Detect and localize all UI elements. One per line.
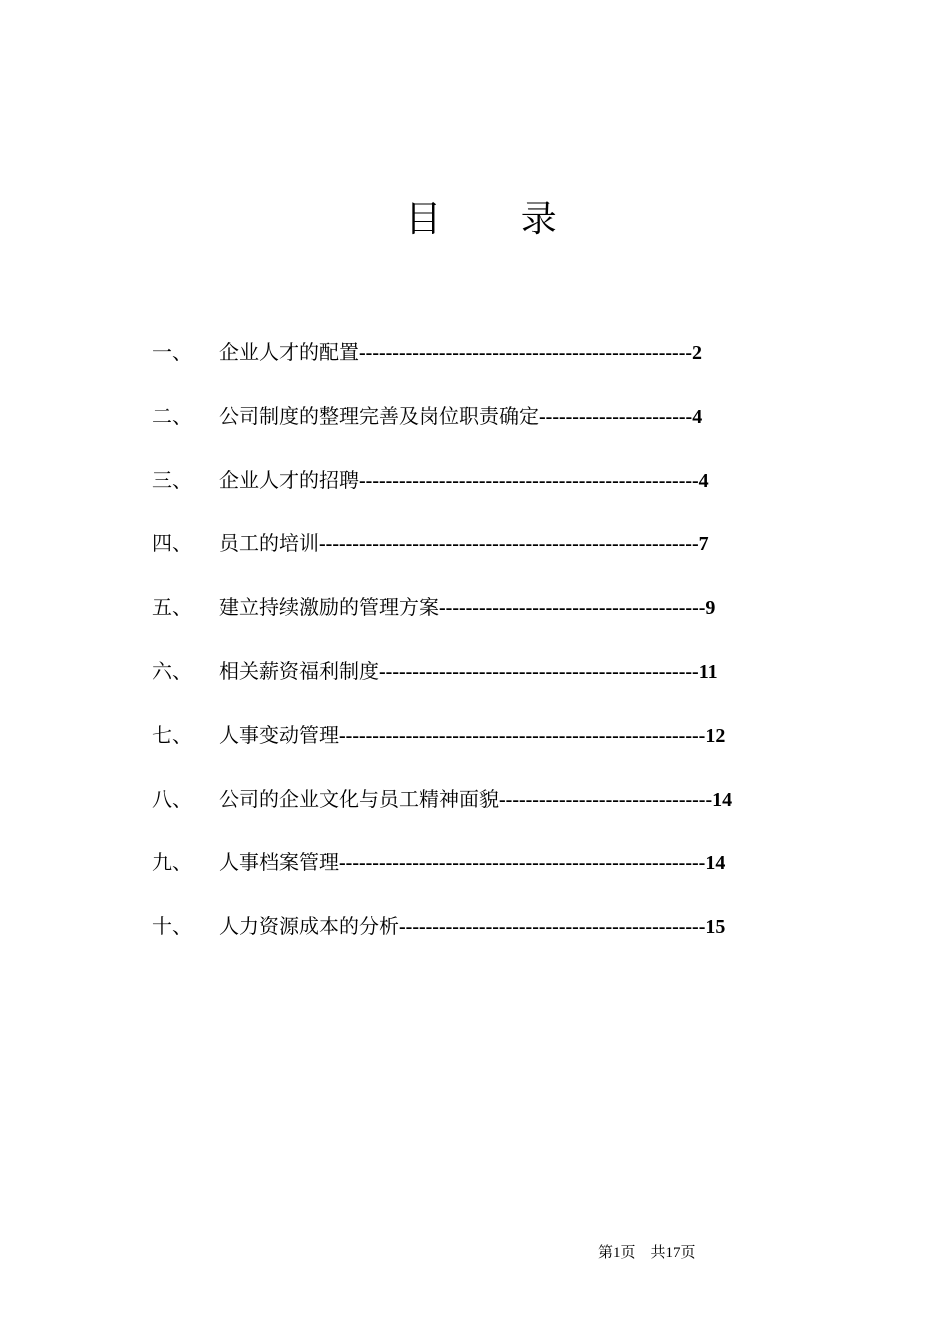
toc-entry-title: 相关薪资福利制度 [219,658,379,683]
toc-entry-leader: ----------------------- [539,405,693,428]
toc-entry[interactable] [152,458,852,522]
toc-entry-number: 五、 [152,595,192,620]
toc-entry[interactable] [152,713,852,777]
toc-entry-page-number: 12 [705,724,726,747]
toc-entry[interactable] [152,394,852,458]
toc-entry[interactable] [152,521,852,585]
toc-entry-leader: -------------------------------- [499,788,713,811]
toc-entry-number: 九、 [152,850,192,875]
toc-entry-leader: ---------------------------------------------- [399,916,706,939]
toc-entry-leader: ------------------------------------------------------- [339,852,706,875]
toc-entry-number: 一、 [152,340,192,364]
toc-entry-page-number: 14 [712,788,733,811]
toc-entry-page-number: 7 [698,533,709,556]
toc-entry-leader: ------------------------------------------------------- [339,724,706,747]
toc-entry-title: 企业人才的配置 [219,340,359,364]
toc-entry-title: 人力资源成本的分析 [219,914,399,939]
page-title: 目 录 [405,199,591,240]
toc-entry[interactable] [152,840,852,904]
toc-entry[interactable] [152,904,852,968]
toc-entry[interactable] [152,585,852,649]
toc-entry-number: 三、 [152,467,192,492]
toc-entry-leader: --------------------------------------------------------- [319,533,699,556]
toc-entry-number: 七、 [152,722,192,747]
toc-entry-page-number: 14 [705,852,726,875]
toc-entry-leader: -------------------------------------------------- [359,342,693,364]
toc-entry-leader: ------------------------------------------------ [379,660,699,683]
toc-entry-leader: --------------------------------------------------- [359,469,699,492]
toc-entry-title: 建立持续激励的管理方案 [219,595,439,620]
page-footer: 第1页 共17页 [598,1245,696,1261]
toc-entry-title: 人事变动管理 [219,722,339,747]
toc-entry-title: 公司制度的整理完善及岗位职责确定 [219,403,539,428]
toc-entry-number: 八、 [152,786,192,811]
toc-entry-number: 六、 [152,658,192,683]
toc-entry-page-number: 4 [692,405,703,428]
toc-entry[interactable] [152,649,852,713]
toc-entry-title: 公司的企业文化与员工精神面貌 [219,786,499,811]
toc-entry-page-number: 15 [705,916,726,939]
toc-entry-title: 企业人才的招聘 [219,467,359,492]
toc-entry[interactable] [152,330,852,394]
table-of-contents [152,330,852,968]
toc-entry-title: 人事档案管理 [219,850,339,875]
toc-entry-page-number: 4 [698,469,709,492]
toc-entry-title: 员工的培训 [219,531,319,556]
toc-entry-page-number: 2 [692,342,703,364]
toc-entry-leader: ---------------------------------------- [439,597,706,620]
toc-entry-number: 二、 [152,403,192,428]
toc-entry-number: 四、 [152,531,192,556]
toc-entry[interactable] [152,777,852,841]
toc-entry-page-number: 11 [698,660,718,683]
toc-entry-number: 十、 [152,914,192,939]
toc-entry-page-number: 9 [705,597,716,620]
